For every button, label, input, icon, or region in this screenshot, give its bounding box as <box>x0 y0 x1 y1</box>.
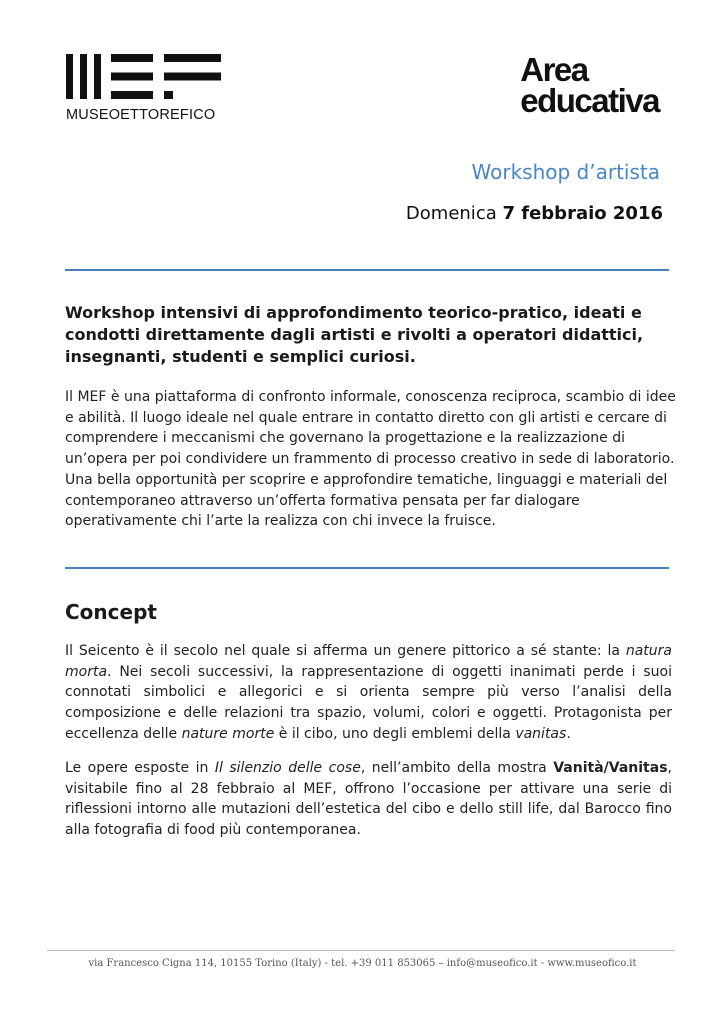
concept-p1-italic-nature-morte: nature morte <box>181 725 275 742</box>
footer-divider <box>47 950 675 951</box>
mef-logo-mark <box>66 54 226 100</box>
concept-p2-text-b: , nell’ambito della mostra <box>360 760 554 776</box>
concept-p1-text-c: è il cibo, uno degli emblemi della <box>274 725 516 742</box>
divider-middle <box>65 567 669 569</box>
area-educativa-title <box>520 51 659 119</box>
concept-p2-text-c: , visitabile fino al 28 febbraio al MEF, offrono l’occasione per attivare una serie di riflessioni intorno alle mutazioni dell’estetica del cibo e dello still life, dal Barocco fino alla fotografia di food più contemporanea. <box>65 760 672 839</box>
concept-heading: Concept <box>65 600 157 624</box>
concept-p1-text-b: . Nei secoli successivi, la rappresentazione di oggetti inanimati perde i suoi connotati simbolici e allegorici e si orienta sempre più verso l’analisi della composizione e delle relazioni tra spazio, volumi, colori e oggetti. Protagonista per eccellenza delle <box>65 663 672 742</box>
concept-p2-text-a: Le opere esposte in <box>65 760 215 776</box>
event-date <box>406 203 663 224</box>
concept-p1-italic-vanitas: vanitas <box>515 725 567 742</box>
area-line-2: educativa <box>520 82 659 119</box>
concept-paragraph-1 <box>65 641 672 745</box>
intro-body: Il MEF è una piattaforma di confronto informale, conoscenza reciproca, scambio di idee e abilità. Il luogo ideale nel quale entrare in contatto diretto con gli artisti e cercare di comprendere i meccanismi che governano la progettazione e la realizzazione di un’opera per poi condividere un frammento di processo creativo in sede di laboratorio. Una bella opportunità per scoprire e approfondire tematiche, linguaggi e materiali del contemporaneo attraverso un’offerta formativa pensata per far dialogare operativamente chi l’arte la realizza con chi invece la fruisce. <box>65 389 676 530</box>
date-prefix: Domenica <box>405 203 503 224</box>
concept-p1-italic-natura-morta: natura morta <box>65 643 672 680</box>
concept-p1-text-d: . <box>566 725 571 742</box>
concept-paragraph-2 <box>65 758 672 841</box>
area-line-1: Area <box>520 51 588 88</box>
concept-p2-italic-exhibition: Il silenzio delle cose <box>214 760 361 776</box>
mef-logo <box>66 54 226 124</box>
date-value: 7 febbraio 2016 <box>502 203 663 224</box>
logo-wordmark: MUSEOETTOREFICO <box>66 107 216 123</box>
concept-p2-bold-vanitas: Vanità/Vanitas <box>553 760 668 776</box>
workshop-title: Workshop d’artista <box>471 160 660 184</box>
divider-top <box>65 269 669 271</box>
concept-p1-text-a: Il Seicento è il secolo nel quale si afferma un genere pittorico a sé stante: la <box>65 643 626 659</box>
intro-lead: Workshop intensivi di approfondimento teorico-pratico, ideati e condotti direttamente dagli artisti e rivolti a operatori didattici, insegnanti, studenti e semplici curiosi. <box>65 303 644 366</box>
footer-contact: via Francesco Cigna 114, 10155 Torino (Italy) - tel. +39 011 853065 – info@museofico.it - www.museofico.it <box>88 958 637 969</box>
